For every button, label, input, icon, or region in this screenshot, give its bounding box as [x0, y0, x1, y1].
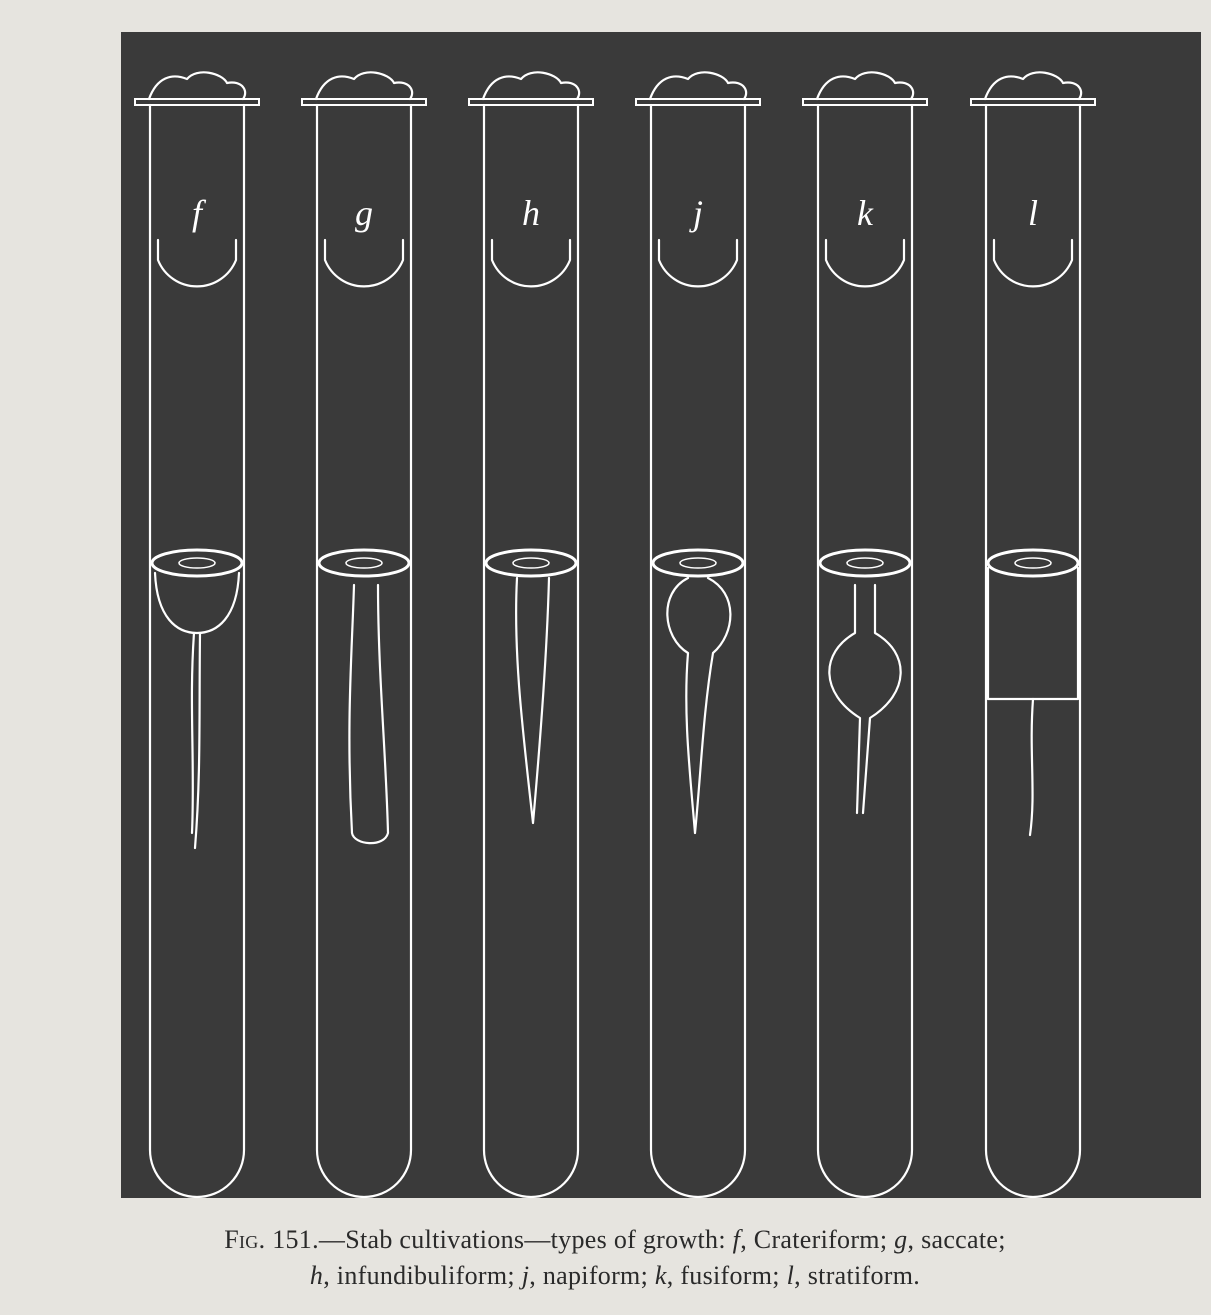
caption-letter-h: h [309, 1261, 324, 1290]
figure-label: Fig. 151. [224, 1225, 319, 1254]
caption-title: —Stab cultivations—types of growth: [318, 1225, 733, 1254]
caption-letter-f: f [732, 1225, 741, 1254]
tube-label-k: k [857, 193, 873, 233]
caption-letter-k: k [654, 1261, 667, 1290]
caption-line-1 [40, 1222, 1190, 1258]
figure-caption [40, 1222, 1190, 1294]
tube-label-j: j [692, 193, 704, 233]
caption-text-k: , fusiform; [666, 1261, 787, 1290]
caption-text-g: , saccate; [907, 1225, 1006, 1254]
tube-label-f: f [191, 193, 203, 233]
caption-text-h: , infundibuliform; [323, 1261, 522, 1290]
tube-label-g: g [355, 193, 373, 233]
caption-letter-j: j [521, 1261, 530, 1290]
caption-letter-l: l [786, 1261, 795, 1290]
plate-background [121, 32, 1201, 1198]
caption-line-2 [40, 1258, 1190, 1294]
caption-text-j: , napiform; [529, 1261, 655, 1290]
caption-text-l: , stratiform. [794, 1261, 921, 1290]
caption-text-f: , Crateriform; [740, 1225, 895, 1254]
caption-letter-g: g [894, 1225, 908, 1254]
tube-label-l: l [1027, 193, 1039, 233]
tube-label-h: h [522, 193, 540, 233]
